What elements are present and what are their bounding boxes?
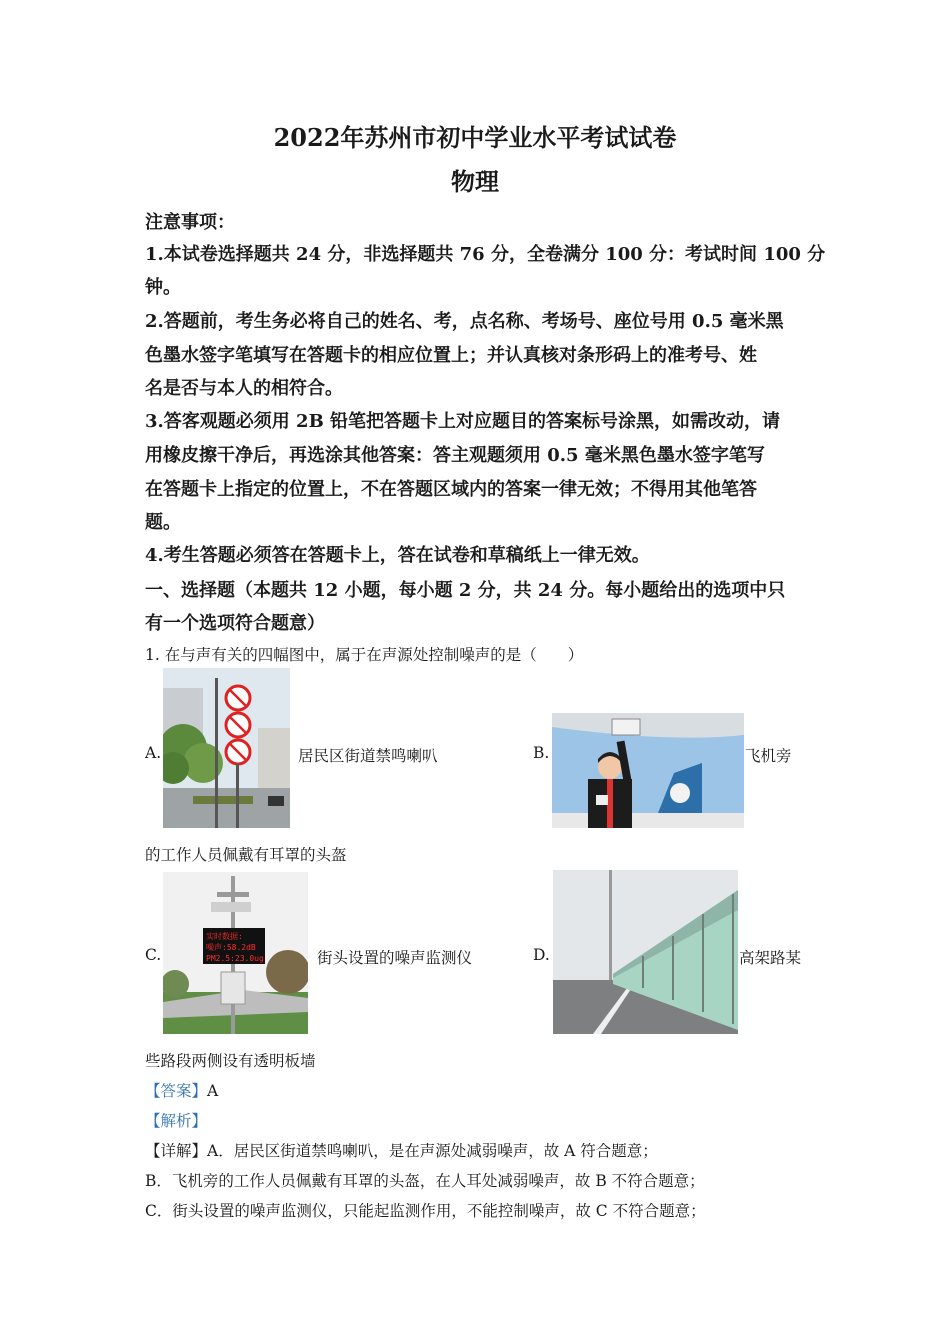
airport-worker-image <box>552 713 744 828</box>
option-c-text: 街头设置的噪声监测仪 <box>317 949 473 967</box>
monitor-line-3: PM2.5:23.0ug <box>206 954 264 963</box>
notes-line: 色墨水签字笔填写在答题卡的相应位置上；并认真核对条形码上的准考号、姓 <box>145 345 757 366</box>
detail-line <box>145 1139 658 1161</box>
notes-line: 3.答客观题必须用 2B 铅笔把答题卡上对应题目的答案标号涂黑，如需改动，请 <box>145 411 781 432</box>
section-heading-cont: 有一个选项符合题意） <box>145 613 325 634</box>
detail-line: C．街头设置的噪声监测仪，只能起监测作用，不能控制噪声，故 C 不符合题意； <box>145 1202 706 1220</box>
subject-title: 物理 <box>451 167 499 196</box>
option-b-text-cont: 的工作人员佩戴有耳罩的头盔 <box>145 846 347 864</box>
noise-monitor-image <box>163 872 308 1034</box>
notes-line: 题。 <box>145 512 181 533</box>
notes-line: 名是否与本人的相符合。 <box>145 378 343 399</box>
document-title: 2022年苏州市初中学业水平考试试卷 <box>273 123 677 152</box>
street-sign-image <box>163 668 290 828</box>
answer-value: A <box>207 1082 219 1100</box>
option-d-text: 高架路某 <box>739 949 802 967</box>
answer-line <box>145 1079 218 1101</box>
option-b-text: 飞机旁 <box>745 747 792 765</box>
option-d-text-cont: 些路段两侧设有透明板墙 <box>145 1052 316 1070</box>
notes-heading: 注意事项： <box>145 212 235 233</box>
notes-line: 2.答题前，考生务必将自己的姓名、考，点名称、考场号、座位号用 0.5 毫米黑 <box>145 311 784 332</box>
section-heading: 一、选择题（本题共 12 小题，每小题 2 分，共 24 分。每小题给出的选项中只 <box>145 580 786 601</box>
question-stem: 1. 在与声有关的四幅图中，属于在声源处控制噪声的是（ ） <box>145 646 584 664</box>
option-b-letter: B. <box>533 744 550 762</box>
detail-line: B．飞机旁的工作人员佩戴有耳罩的头盔，在人耳处减弱噪声，故 B 不符合题意； <box>145 1172 705 1190</box>
notes-line: 用橡皮擦干净后，再选涂其他答案：答主观题须用 0.5 毫米黑色墨水签字笔写 <box>145 445 765 466</box>
notes-line: 1.本试卷选择题共 24 分，非选择题共 76 分，全卷满分 100 分：考试时间 100 分 <box>145 244 826 265</box>
answer-tag: 【答案】 <box>145 1082 208 1100</box>
monitor-line-1: 实时数据: <box>206 932 243 941</box>
highway-barrier-image <box>553 870 738 1034</box>
detail-text: A．居民区街道禁鸣喇叭，是在声源处减弱噪声，故 A 符合题意； <box>207 1142 658 1160</box>
notes-line: 4.考生答题必须答在答题卡上，答在试卷和草稿纸上一律无效。 <box>145 545 650 566</box>
option-d-letter: D. <box>533 946 550 964</box>
analysis-tag: 【解析】 <box>145 1112 208 1130</box>
notes-line: 在答题卡上指定的位置上，不在答题区域内的答案一律无效；不得用其他笔答 <box>145 479 757 500</box>
monitor-line-2: 噪声:58.2dB <box>206 943 256 952</box>
option-c-letter: C. <box>145 946 162 964</box>
detail-tag: 【详解】 <box>145 1142 208 1160</box>
option-a-text: 居民区街道禁鸣喇叭 <box>298 747 438 765</box>
option-a-letter: A. <box>145 744 162 762</box>
notes-line: 钟。 <box>145 277 181 298</box>
